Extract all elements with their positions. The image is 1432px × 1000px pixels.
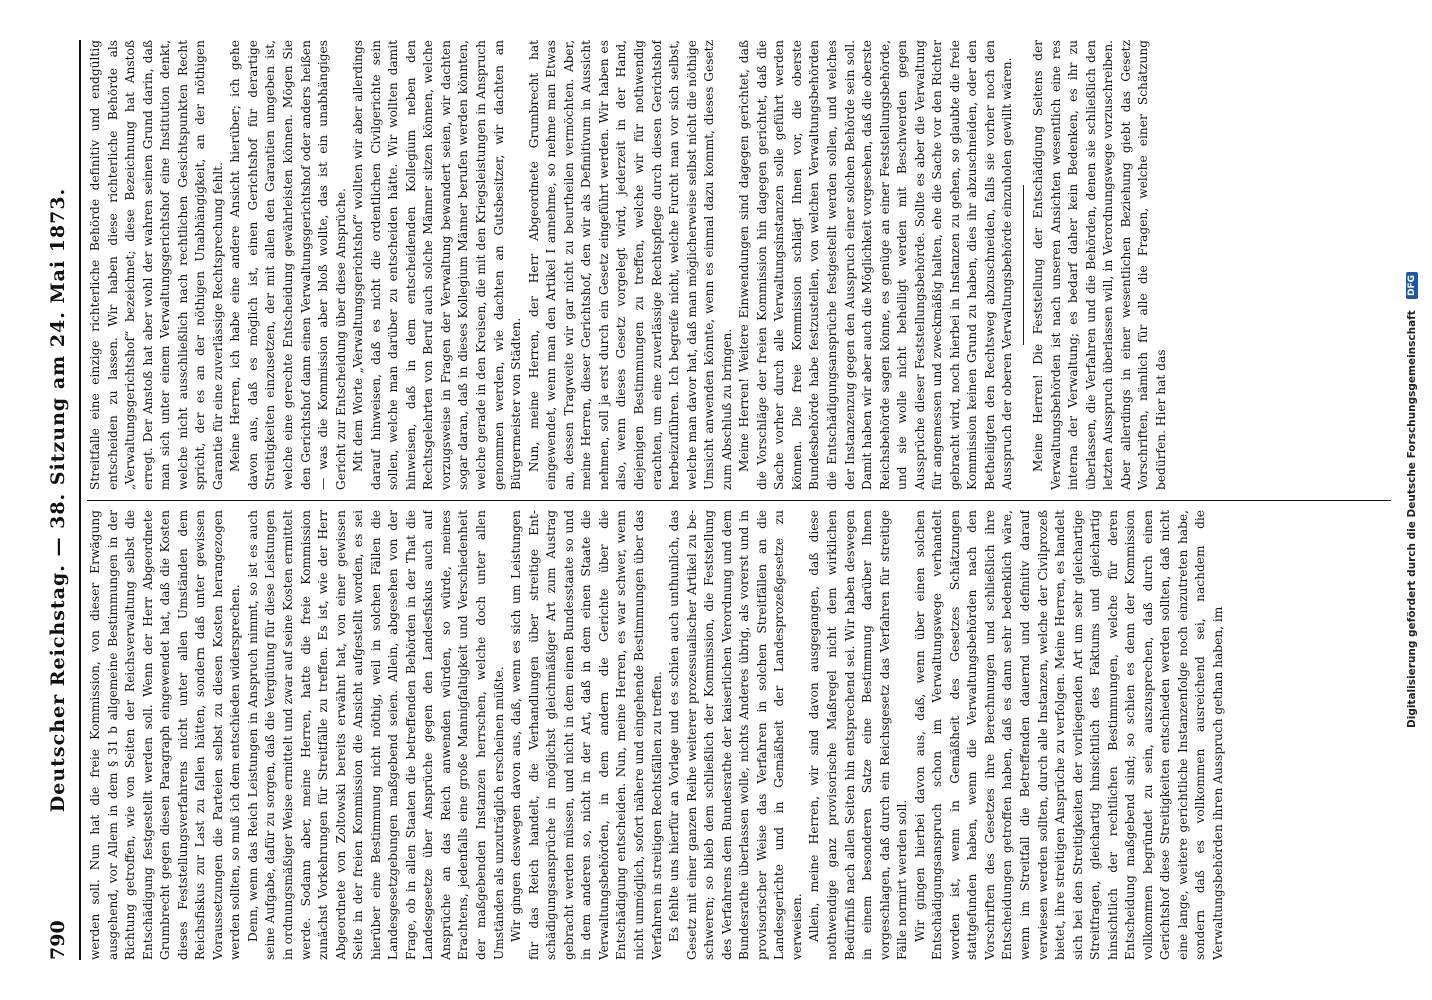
column-divider bbox=[87, 500, 1391, 501]
running-title: Deutscher Reichstag. — 38. Sitzung am 24. Mai 1873. bbox=[47, 187, 69, 813]
paragraph: Nun, meine Herren, der Herr Abgeordnete Grumbrecht hat eingewendet, wenn man den Artikel I annehme, so nehme man Etwas an, dessen Tragweite wir gar nicht zu beurtheilen vermöchten. Aber, meine Herren, dieser Gerichtshof, den wir als Definitivum in Aussicht nehmen, soll ja erst durch ein Gesetz eingeführt werden. Wir haben es also, wenn dieses Gesetz vorgelegt wird, jederzeit in der Hand, diejenigen Bestimmungen zu treffen, welche wir für nothwendig erachten, um eine zuverlässige Rechtspflege durch diesen Gerichtshof herbeizuführen. Ich begreife nicht, welche Furcht man vor sich selbst, welche man davor hat, daß man möglicherweise selbst nicht die nöthige Umsicht anwenden könnte, wenn es einmal dazu kommt, dieses Gesetz zum Abschluß zu bringen. bbox=[526, 40, 734, 490]
paragraph: Allein, meine Herren, wir sind davon ausgegangen, daß diese nothwendige ganz provisorische Maßregel nicht dem wirklichen Bedürfniß nach allen Seiten hin entsprechend sei. Wir haben deswegen in einem besonderen Satze eine Bestimmung darüber Ihnen vorgeschlagen, daß durch ein Reichsgesetz das Verfahren für streitige Fälle normirt werden soll. bbox=[807, 510, 910, 960]
page-number: 790 bbox=[47, 920, 69, 960]
dfg-logo: DFG bbox=[1406, 272, 1418, 299]
paragraph: Wir gingen hierbei davon aus, daß, wenn über einen solchen Entschädigungsanspruch schon im Verwaltungswege verhandelt worden ist, wenn in Gemäßheit des Gesetzes Schätzungen stattgefunden haben, wenn die Verwaltungsbehörden nach den Vorschriften des Gesetzes ihre Berechnungen und schließlich ihre Entscheidungen getroffen haben, daß es dann sehr bedenklich wäre, wenn im Streitfall die Betreffenden dauernd und definitiv darauf verwiesen werden sollten, durch alle Instanzen, welche der Civilprozeß bietet, ihre streitigen Ansprüche zu verfolgen. Meine Herren, es handelt sich bei den Streitigkeiten der vorliegenden Art um sehr gleichartige Streitfragen, gleichartig hinsichtlich des Faktums und gleichartig hinsichtlich der rechtlichen Bestimmungen, welche für deren Entscheidung maßgebend sind; so schien es denn der Kommission vollkommen begründet zu sein, auszusprechen, daß durch einen Gerichtshof diese Streitigkeiten entschieden werden sollten, daß nicht eine lange, weitere gerichtliche Instanzenfolge noch einzutreten habe, sondern daß es vollkommen ausreichend sei, nachdem die Verwaltungsbehörden ihren Ausspruch gethan haben, im bbox=[912, 510, 1225, 960]
paragraph: Denn, wenn das Reich Leistungen in Anspruch nimmt, so ist es auch seine Aufgabe, dafür zu sorgen, daß die Vergütung für diese Leistungen in ordnungsmäßiger Weise ermittelt und zwar auf seine Kosten ermittelt werde. Sodann aber, meine Herren, hatte die freie Kommission zunächst Vorkehrungen für Streitfälle zu treffen. Es ist, wie der Herr Abgeordnete von Zoltowski bereits erwähnt hat, von einer gewissen Seite in der freien Kommission die Ansicht aufgestellt worden, es sei hierüber eine Bestimmung nicht nöthig, weil in solchen Fällen die Landesgesetzgebungen maßgebend seien. Allein, abgesehen von der Frage, ob in allen Staaten die betreffenden Behörden in der That die Landesgesetze über Ansprüche gegen den Landesfiskus auch auf Ansprüche an das Reich anwenden würden, so würde, meines Erachtens, jedenfalls eine große Mannigfaltigkeit und Verschiedenheit der maßgebenden Instanzen herrschen, welche doch unter allen Umständen als unzuträglich erscheinen müßte. bbox=[245, 510, 506, 960]
scanned-page bbox=[21, 20, 1411, 980]
paragraph: Wir gingen deswegen davon aus, daß, wenn es sich um Leistungen für das Reich handelt, die Verhandlungen über streitige Entschädigungsansprüche in möglichst gleichmäßiger Art zum Austrag gebracht werden müssen, und nicht in dem einen Bundesstaate so und in dem anderen so, nicht in der Art, daß in dem einen Staate die Verwaltungsbehörden, in dem andern die Gerichte über die Entschädigung entscheiden. Nun, meine Herren, es war schwer, wenn nicht unmöglich, sofort nähere und eingehende Bestimmungen über das Verfahren in streitigen Rechtsfällen zu treffen. bbox=[509, 510, 664, 960]
paragraph: Es fehlte uns hierfür an Vorlage und es schien auch unthunlich, das Gesetz mit einer ganzen Reihe weiterer prozessualischer Artikel zu beschweren; so blieb dem schließlich der Kommission, die Feststellung des Verfahrens dem Bundesrathe der kaiserlichen Verordnung und dem Bundesrathe überlassen wolle, nichts Anderes übrig, als vorerst und in provisorischer Weise das Verfahren in solchen Streitfällen an die Landesgerichte und in Gemäßheit der Landesprozeßgesetze zu verweisen. bbox=[667, 510, 804, 960]
paragraph: Mit dem Worte „Verwaltungsgerichtshof“ wollten wir aber allerdings darauf hinweisen, daß es nicht die ordentlichen Civilgerichte sein sollen, welche man darüber zu entscheiden hätte. Wir wollten damit hinweisen, daß in dem entscheidenden Kollegium neben den Rechtsgelehrten von Beruf auch solche Männer sitzen können, welche vorzugsweise in Fragen der Verwaltung bewandert seien, wir dachten sogar daran, daß in dieses Kollegium Männer berufen werden könnten, welche gerade in den Kreisen, die mit den Kriegsleistungen in Anspruch genommen werden, wie dachten an Gutsbesitzer, wir dachten an Bürgermeister von Städten. bbox=[351, 40, 524, 490]
paragraph: werden soll. Nun hat die freie Kommission, von dieser Erwägung ausgehend, vor Allem in dem § 31 b allgemeine Bestimmungen in der Richtung getroffen, wie von Seiten der Reichsverwaltung selbst die Entschädigung festgestellt werden soll. Wenn der Herr Abgeordnete Grumbrecht gegen diesen Paragraph eingewendet hat, daß die Kosten dieses Feststellungsverfahrens nicht unter allen Umständen dem Reichsfiskus zur Last zu fallen hätten, sondern daß unter gewissen Voraussetzungen die Parteien selbst zu diesen Kosten herangezogen werden sollten, so muß ich dem entschieden widersprechen. bbox=[88, 510, 243, 960]
section-rule bbox=[1023, 185, 1024, 345]
paragraph: Meine Herren! Weitere Einwendungen sind dagegen gerichtet, daß die Vorschläge der freien Kommission hin dagegen gerichtet, daß die Sache vorher durch alle Verwaltungsinstanzen solle geführt werden können. Die freie Kommission schlägt Ihnen vor, die oberste Bundesbehörde habe festzustellen, von welchen Verwaltungsbehörden die Entschädigungsansprüche festgestellt werden sollen, und welches der Instanzenzug gegen den Ausspruch einer solchen Behörde sein soll. Damit haben wir aber auch die Möglichkeit vorgesehen, daß die oberste Reichsbehörde sagen könne, es genüge an einer Feststellungsbehörde, und sie wolle nicht behelligt werden mit Beschwerden gegen Aussprüche dieser Feststellungsbehörde. Sollte es aber die Verwaltung für angemessen und zweckmäßig halten, ehe die Sache vor den Richter gebracht wird, noch hierbei in Instanzen zu gehen, so glaubte die freie Kommission keinen Grund zu haben, dies ihr abzuschneiden, oder den Betheiligten den Rechtsweg abzuschneiden, falls sie vorher noch den Ausspruch der oberen Verwaltungsbehörde einzuholen gewillt wären. bbox=[737, 40, 1015, 490]
page-header bbox=[47, 40, 75, 960]
left-column bbox=[87, 510, 1391, 960]
header-rule bbox=[79, 40, 81, 960]
credit-text: Digitalisierung gefördert durch die Deutsche Forschungsgemeinschaft bbox=[1406, 310, 1418, 729]
paragraph: Meine Herren, ich habe eine andere Ansicht hierüber; ich gehe davon aus, daß es möglich ist, einen Gerichtshof für derartige Streitigkeiten einzusetzen, der mit allen den Garantien umgeben ist, welche eine gerechte Entscheidung gewährleisten können. Mögen Sie den Gerichtshof dann einen Verwaltungsgerichtshof oder anders heißen — was die Kommission aber bloß wollte, das ist ein unabhängiges Gericht zur Entscheidung über diese Ansprüche. bbox=[228, 40, 348, 490]
right-column bbox=[87, 40, 1391, 490]
digitization-credit bbox=[1406, 60, 1430, 940]
text-columns bbox=[87, 40, 1391, 960]
paragraph: Meine Herren! Die Feststellung der Entschädigung Seitens der Verwaltungsbehörden ist nach unseren Ansichten wesentlich eine res interna der Verwaltung; es bedarf daher kein Bedenken, es ihr zu überlassen, die Verfahren und die Behörden, denen sie schließlich den letzten Ausspruch überlassen will, in Verordnungswege vorzuschreiben. Aber allerdings in einer wesentlichen Beziehung giebt das Gesetz Vorschriften, nämlich für alle die Fragen, welche einer Schätzung bedürfen. Hier hat das bbox=[1030, 40, 1168, 490]
paragraph: Streitfalle eine einzige richterliche Behörde definitiv und endgültig entscheiden zu lassen. Wir haben diese richterliche Behörde als „Verwaltungsgerichtshof“ bezeichnet; diese Bezeichnung hat Anstoß erregt. Der Anstoß hat aber wohl der wahren seinen Grund darin, daß man sich unter einem Verwaltungsgerichtshof eine Institution denkt, welche nicht ausschließlich nach rechtlichen Gesichtspunkten Recht spricht, der es an der nöthigen Unabhängigkeit, an der nöthigen Garantie für eine zuverlässige Rechtsprechung fehlt. bbox=[88, 40, 225, 490]
